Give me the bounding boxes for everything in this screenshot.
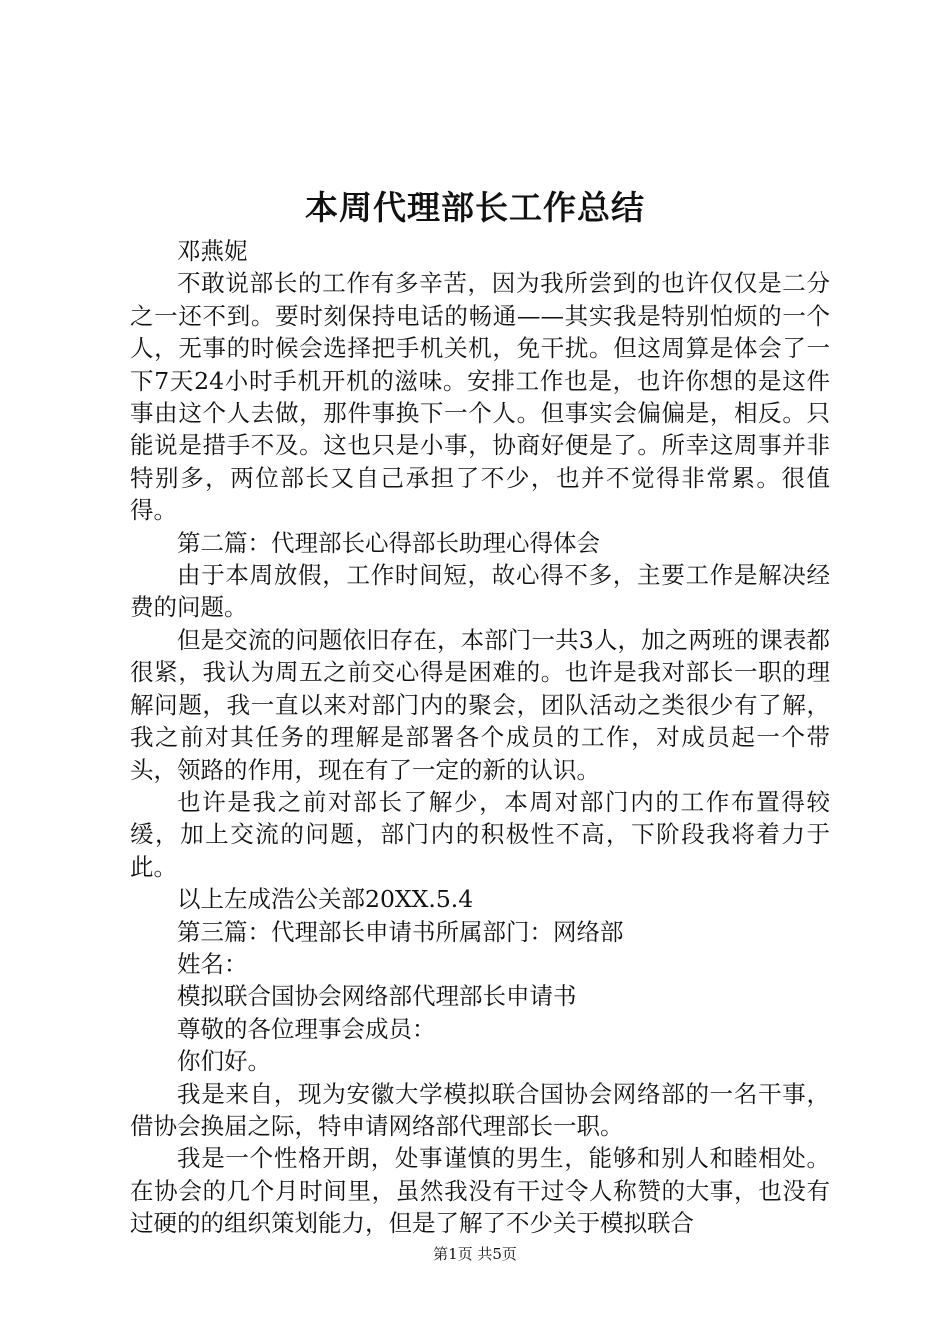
paragraph: 也许是我之前对部长了解少，本周对部门内的工作布置得较缓，加上交流的问题，部门内的积极性不高，下阶段我将着力于此。: [130, 787, 830, 881]
paragraph: 由于本周放假，工作时间短，故心得不多，主要工作是解决经费的问题。: [130, 561, 830, 622]
section-heading: 第二篇：代理部长心得部长助理心得体会: [177, 528, 600, 557]
paragraph: 我是来自，现为安徽大学模拟联合国协会网络部的一名干事，借协会换届之际，特申请网络部代理部长一职。: [130, 1079, 830, 1140]
paragraph: 但是交流的问题依旧存在，本部门一共3人，加之两班的课表都很紧，我认为周五之前交心得是困难的。也许是我对部长一职的理解问题，我一直以来对部门内的聚会，团队活动之类很少有了解，我之前对其任务的理解是部署各个成员的工作，对成员起一个带头，领路的作用，现在有了一定的新的认识。: [130, 625, 830, 784]
name-field-line: 姓名：: [177, 949, 248, 978]
page-footer: 第1页 共5页: [433, 1245, 517, 1263]
author-line: 邓燕妮: [177, 237, 248, 265]
salutation: 尊敬的各位理事会成员：: [177, 1014, 436, 1043]
greeting: 你们好。: [177, 1047, 271, 1076]
section-heading: 第三篇：代理部长申请书所属部门：网络部: [177, 917, 624, 946]
signature-line: 以上左成浩公关部20XX.5.4: [177, 885, 474, 914]
document-body: [130, 235, 830, 1240]
paragraph: 不敢说部长的工作有多辛苦，因为我所尝到的也许仅仅是二分之一还不到。要时刻保持电话的畅通——其实我是特别怕烦的一个人，无事的时候会选择把手机关机，免干扰。但这周算是体会了一下7天24小时手机开机的滋味。安排工作也是，也许你想的是这件事由这个人去做，那件事换下一个人。但事实会偏偏是，相反。只能说是措手不及。这也只是小事，协商好便是了。所幸这周事并非特别多，两位部长又自己承担了不少，也并不觉得非常累。很值得。: [130, 269, 830, 525]
application-title: 模拟联合国协会网络部代理部长申请书: [177, 982, 577, 1011]
paragraph: 我是一个性格开朗，处事谨慎的男生，能够和别人和睦相处。在协会的几个月时间里，虽然我没有干过令人称赞的大事，也没有过硬的的组织策划能力，但是了解了不少关于模拟联合: [130, 1144, 830, 1238]
document-title: 本周代理部长工作总结: [305, 188, 645, 227]
